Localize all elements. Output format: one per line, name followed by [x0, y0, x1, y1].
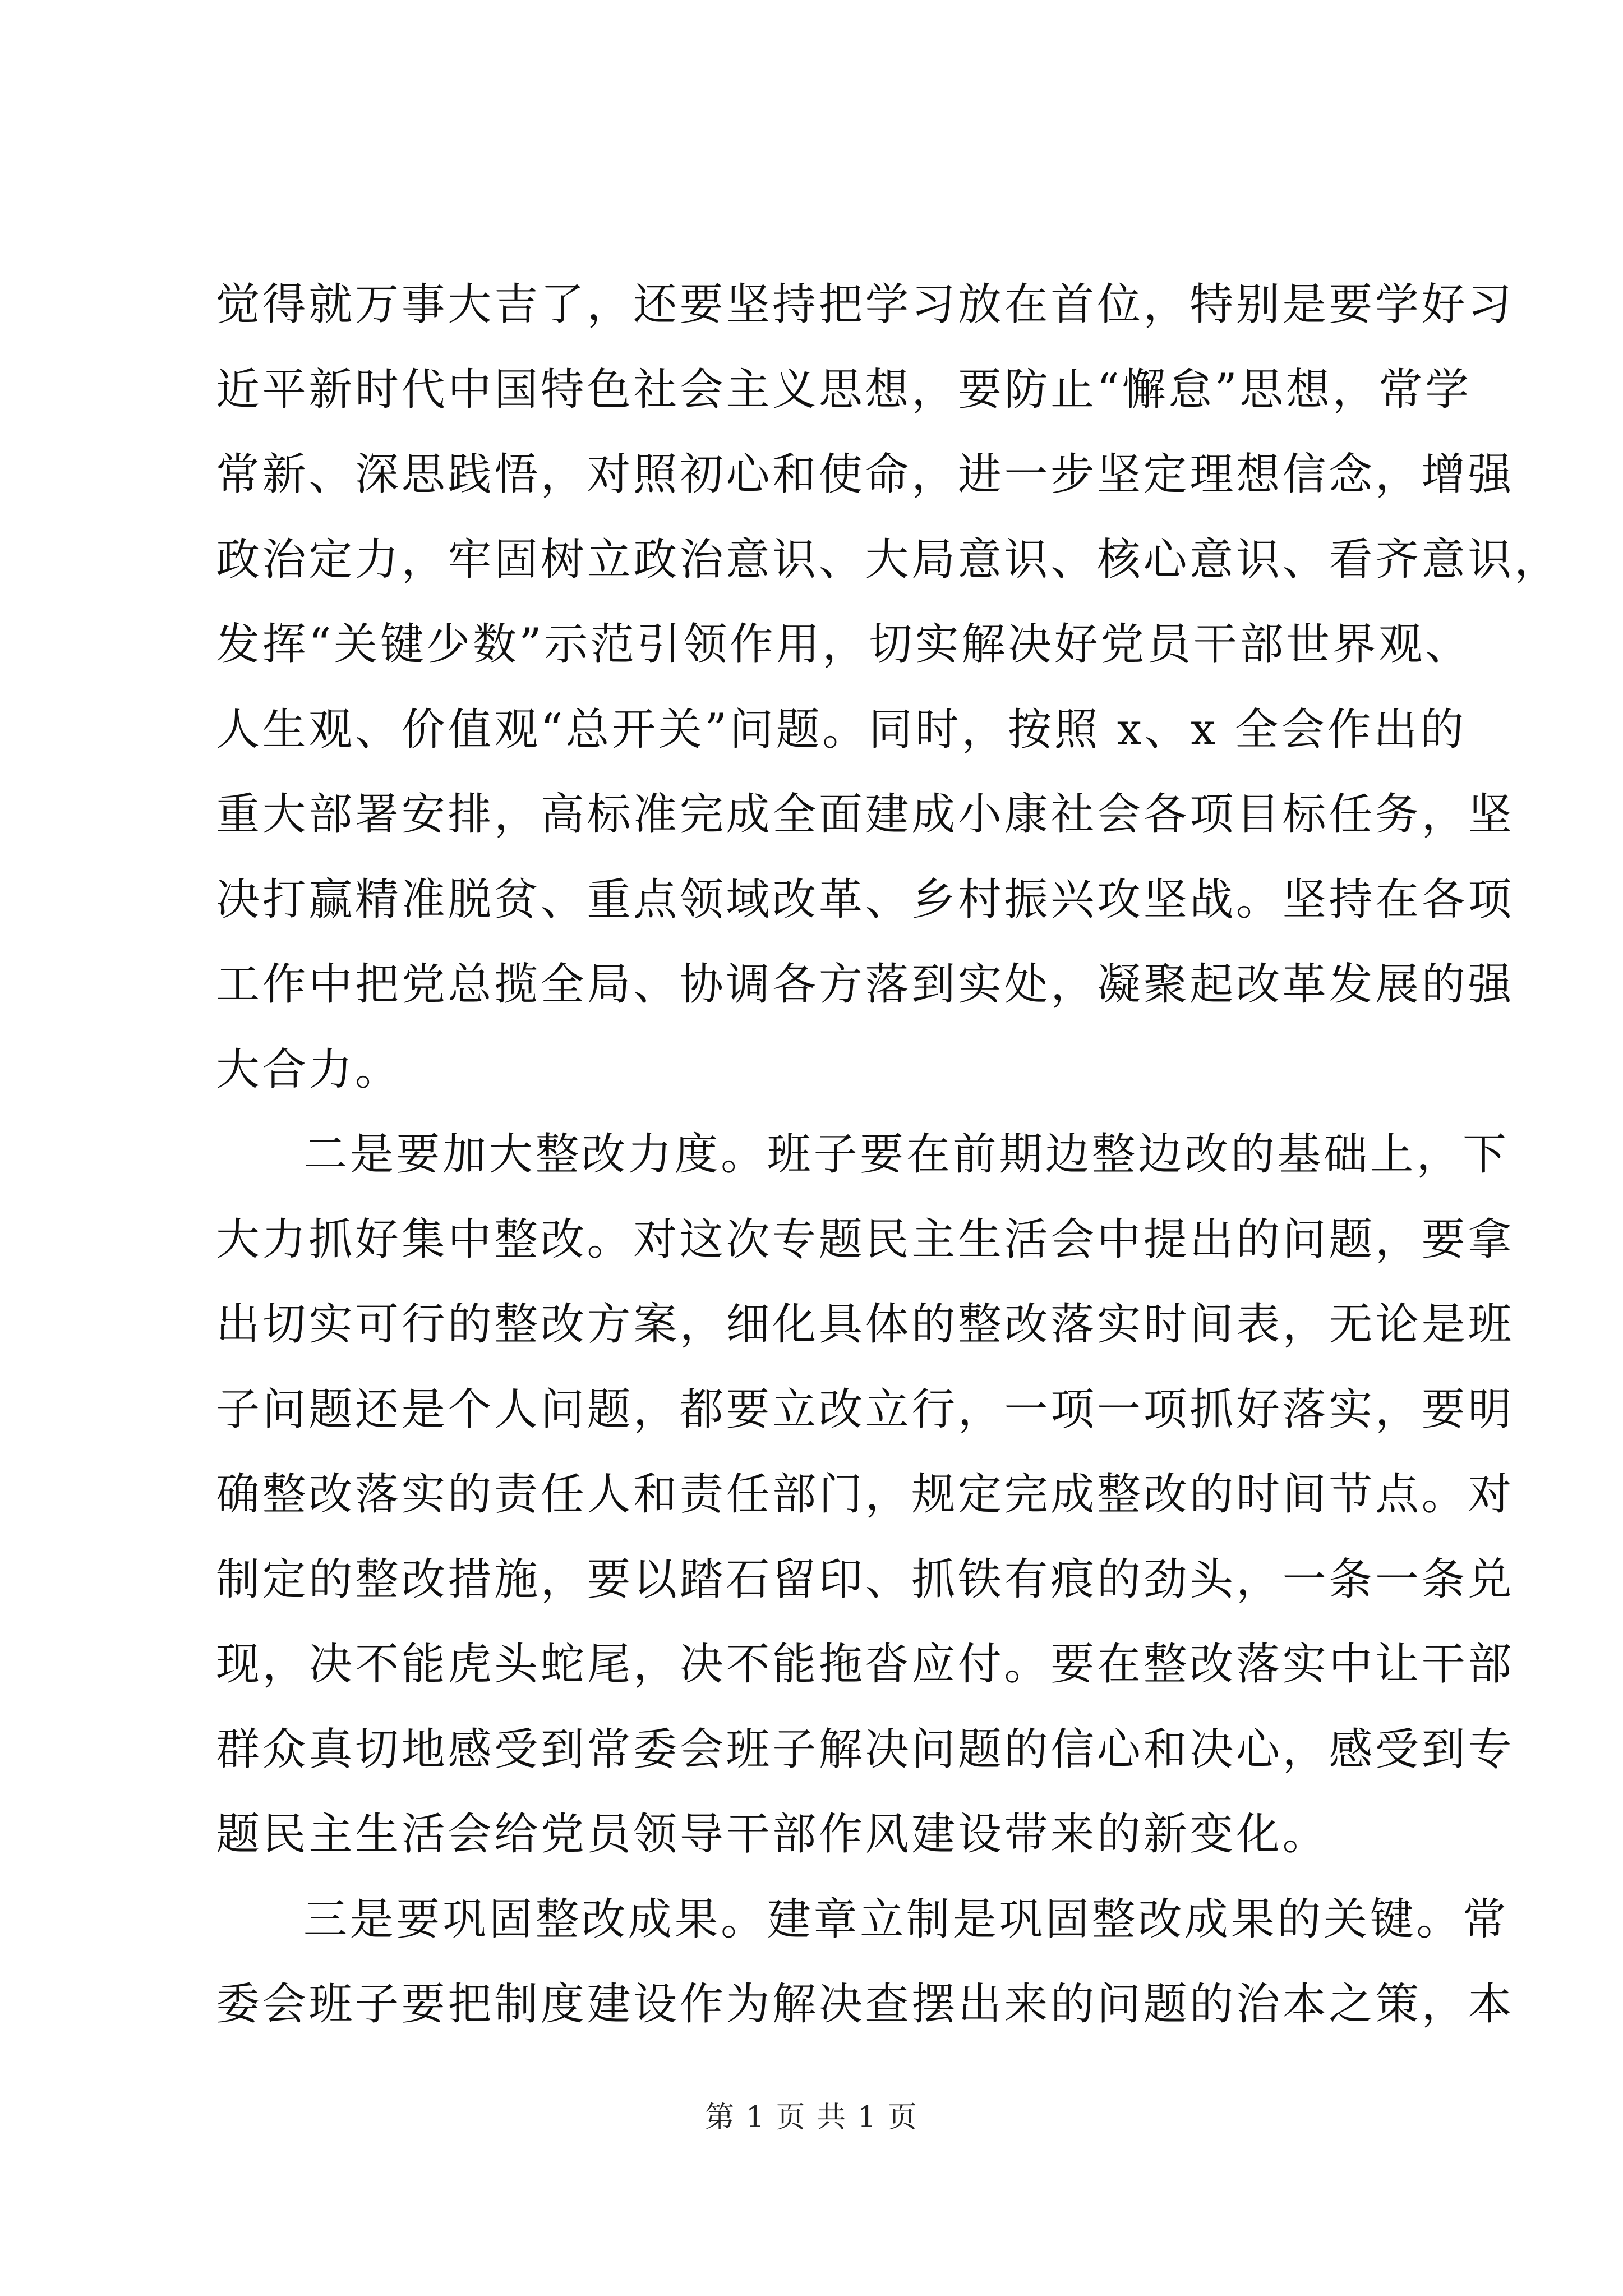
paragraph-rectification [216, 1112, 1515, 1878]
text-line: 发挥“关键少数”示范引领作用，切实解决好党员干部世界观、 [216, 619, 1472, 670]
text-line: 决打赢精准脱贫、重点领域改革、乡村振兴攻坚战。坚持在各项 [216, 874, 1515, 925]
text-line: 现，决不能虎头蛇尾，决不能拖沓应付。要在整改落实中让干部 [216, 1639, 1515, 1690]
paragraph-continuation [216, 263, 1561, 1112]
text-line: 制定的整改措施，要以踏石留印、抓铁有痕的劲头，一条一条兑 [216, 1554, 1515, 1605]
text-line: 确整改落实的责任人和责任部门，规定完成整改的时间节点。对 [216, 1469, 1515, 1520]
text-line: 群众真切地感受到常委会班子解决问题的信心和决心，感受到专 [216, 1724, 1515, 1775]
page-footer: 第 1 页 共 1 页 [705, 2101, 918, 2134]
text-line: 委会班子要把制度建设作为解决查摆出来的问题的治本之策，本 [216, 1979, 1515, 2030]
text-line: 大力抓好集中整改。对这次专题民主生活会中提出的问题，要拿 [216, 1214, 1515, 1265]
text-line: 二是要加大整改力度。班子要在前期边整边改的基础上，下 [303, 1129, 1509, 1180]
text-line: 人生观、价值观“总开关”问题。同时，按照 x、x 全会作出的 [216, 704, 1467, 755]
text-line: 近平新时代中国特色社会主义思想，要防止“懈怠”思想，常学 [216, 364, 1472, 415]
text-line: 重大部署安排，高标准完成全面建成小康社会各项目标任务，坚 [216, 789, 1515, 840]
text-line: 大合力。 [216, 1044, 402, 1095]
text-line: 三是要巩固整改成果。建章立制是巩固整改成果的关键。常 [303, 1894, 1509, 1945]
text-line: 子问题还是个人问题，都要立改立行，一项一项抓好落实，要明 [216, 1384, 1515, 1435]
text-line: 觉得就万事大吉了，还要坚持把学习放在首位，特别是要学好习 [216, 279, 1515, 330]
text-line: 题民主生活会给党员领导干部作风建设带来的新变化。 [216, 1809, 1329, 1860]
paragraph-consolidation [216, 1878, 1515, 2047]
text-line: 出切实可行的整改方案，细化具体的整改落实时间表，无论是班 [216, 1299, 1515, 1350]
text-line: 工作中把党总揽全局、协调各方落到实处，凝聚起改革发展的强 [216, 959, 1515, 1010]
text-line: 常新、深思践悟，对照初心和使命，进一步坚定理想信念，增强 [216, 449, 1515, 500]
document-body [216, 263, 1561, 2047]
text-line: 政治定力，牢固树立政治意识、大局意识、核心意识、看齐意识， [216, 534, 1561, 585]
